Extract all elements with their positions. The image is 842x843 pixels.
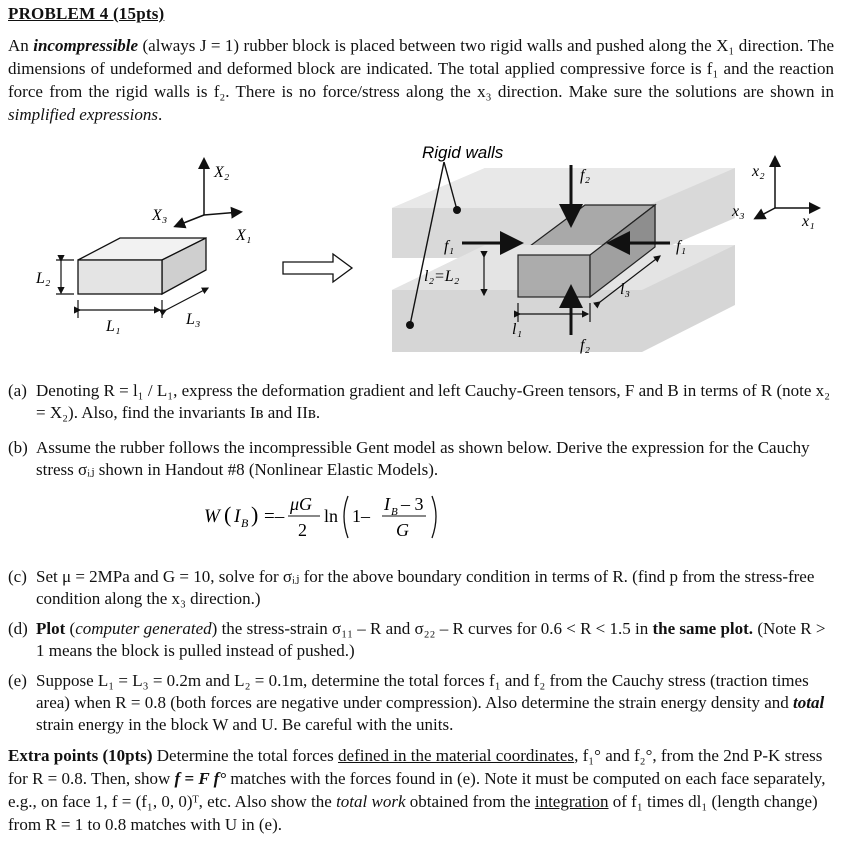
undeformed-axes xyxy=(176,160,240,226)
label-L2: L₂ xyxy=(36,270,51,287)
label-l2-eq: l₂=L₂ xyxy=(424,268,460,285)
part-d xyxy=(8,618,834,662)
part-c-text: Set μ = 2MPa and G = 10, solve for σᵢⱼ for the above boundary condition in terms of R. (find p from the stress-free condition along the x₃ direction.) xyxy=(36,567,815,608)
part-a-label: (a) xyxy=(8,381,27,400)
label-rigid-walls: Rigid walls xyxy=(422,143,504,162)
label-l3: l₃ xyxy=(620,281,631,298)
svg-text:– 3: – 3 xyxy=(401,494,424,514)
deformed-axes xyxy=(756,158,818,218)
intro-text-2: (always J = 1) rubber block is placed between two rigid walls and pushed along the X₁ direction. The dimensions of undeformed and deformed block are indicated. The total applied compressive force is f₁ and the reaction force from the rigid walls is f₂. There is no force/stress along the x₃ direction. Make sure the solutions are shown in xyxy=(8,36,835,101)
label-f2-top: f₂ xyxy=(580,167,591,184)
svg-text:I: I xyxy=(384,494,390,514)
label-X3: X₃ xyxy=(152,207,168,224)
problem-title: PROBLEM 4 (15pts) xyxy=(8,4,165,23)
svg-text:W: W xyxy=(204,506,220,527)
svg-text:G: G xyxy=(396,520,409,540)
part-b-text: Assume the rubber follows the incompressible Gent model as shown below. Derive the expression for the Cauchy stress σᵢⱼ shown in Handout #8 (Nonlinear Elastic Models). xyxy=(36,438,810,479)
svg-text:ln: ln xyxy=(324,506,339,526)
svg-text:μG: μG xyxy=(290,494,313,514)
part-c xyxy=(8,566,834,610)
label-l1: l₁ xyxy=(512,321,523,338)
part-d-text: Plot (computer generated) the stress-strain σ₁₁ – R and σ₂₂ – R curves for 0.6 < R < 1.5 in the same plot. (Note R > 1 means the block is pulled instead of pushed.) xyxy=(36,619,826,660)
svg-text:I: I xyxy=(234,506,241,527)
label-x1: x₁ xyxy=(802,213,815,230)
label-x3: x₃ xyxy=(732,203,745,220)
label-X1: X₁ xyxy=(236,227,252,244)
label-L3: L₃ xyxy=(186,311,201,328)
part-b xyxy=(8,437,834,481)
part-c-label: (c) xyxy=(8,567,27,586)
part-b-label: (b) xyxy=(8,438,28,457)
part-e xyxy=(8,670,834,736)
part-e-text: Suppose L₁ = L₃ = 0.2m and L₂ = 0.1m, determine the total forces f₁ and f₂ from the Cauchy stress (traction times area) when R = 0.8 (both forces are negative under compression). Also determine the strain energy density and total strain energy in the block W and U. Be careful with the units. xyxy=(36,671,825,734)
label-f2-bottom: f₂ xyxy=(580,337,591,354)
svg-text:(: ( xyxy=(224,502,232,527)
intro-text-3: . xyxy=(158,105,163,124)
intro-simplified: simplified expressions xyxy=(8,105,158,124)
svg-text:1–: 1– xyxy=(352,506,370,526)
intro-incompressible: incompressible xyxy=(33,36,139,55)
svg-text:B: B xyxy=(391,506,398,518)
intro-text-1: An xyxy=(8,36,34,55)
transform-arrow xyxy=(283,254,352,282)
label-f1-right: f₁ xyxy=(676,238,687,255)
undeformed-block xyxy=(78,238,206,294)
label-x2: x₂ xyxy=(752,163,765,180)
part-a xyxy=(8,380,834,424)
part-e-label: (e) xyxy=(8,671,27,690)
extra-points: Extra points (10pts) Determine the total forces defined in the material coordinates, f₁° and f₂°, from the 2nd P-K stress for R = 0.8. Then, show f = F f° matches with the forces found in (e). Note it must be computed on each face separately, e.g., on face 1, f = (f₁, 0, 0)ᵀ, etc. Also show the total work obtained from the integration of f₁ times dl₁ (length change) from R = 1 to 0.8 matches with U in (e). xyxy=(8,746,826,834)
label-f1-left: f₁ xyxy=(444,238,455,255)
svg-text:2: 2 xyxy=(298,520,307,540)
svg-text:B: B xyxy=(241,516,249,530)
svg-text:): ) xyxy=(251,502,259,527)
part-d-label: (d) xyxy=(8,619,28,638)
label-X2: X₂ xyxy=(214,164,230,181)
extra-heading: Extra points (10pts) xyxy=(8,746,153,765)
label-L1: L₁ xyxy=(106,318,121,335)
svg-text:=–: =– xyxy=(264,506,285,527)
part-a-text: Denoting R = l₁ / L₁, express the deformation gradient and left Cauchy-Green tensors, F and B in terms of R (note x₂ = X₂). Also, find the invariants Iʙ and IIʙ. xyxy=(36,381,831,422)
gent-formula xyxy=(200,490,500,545)
